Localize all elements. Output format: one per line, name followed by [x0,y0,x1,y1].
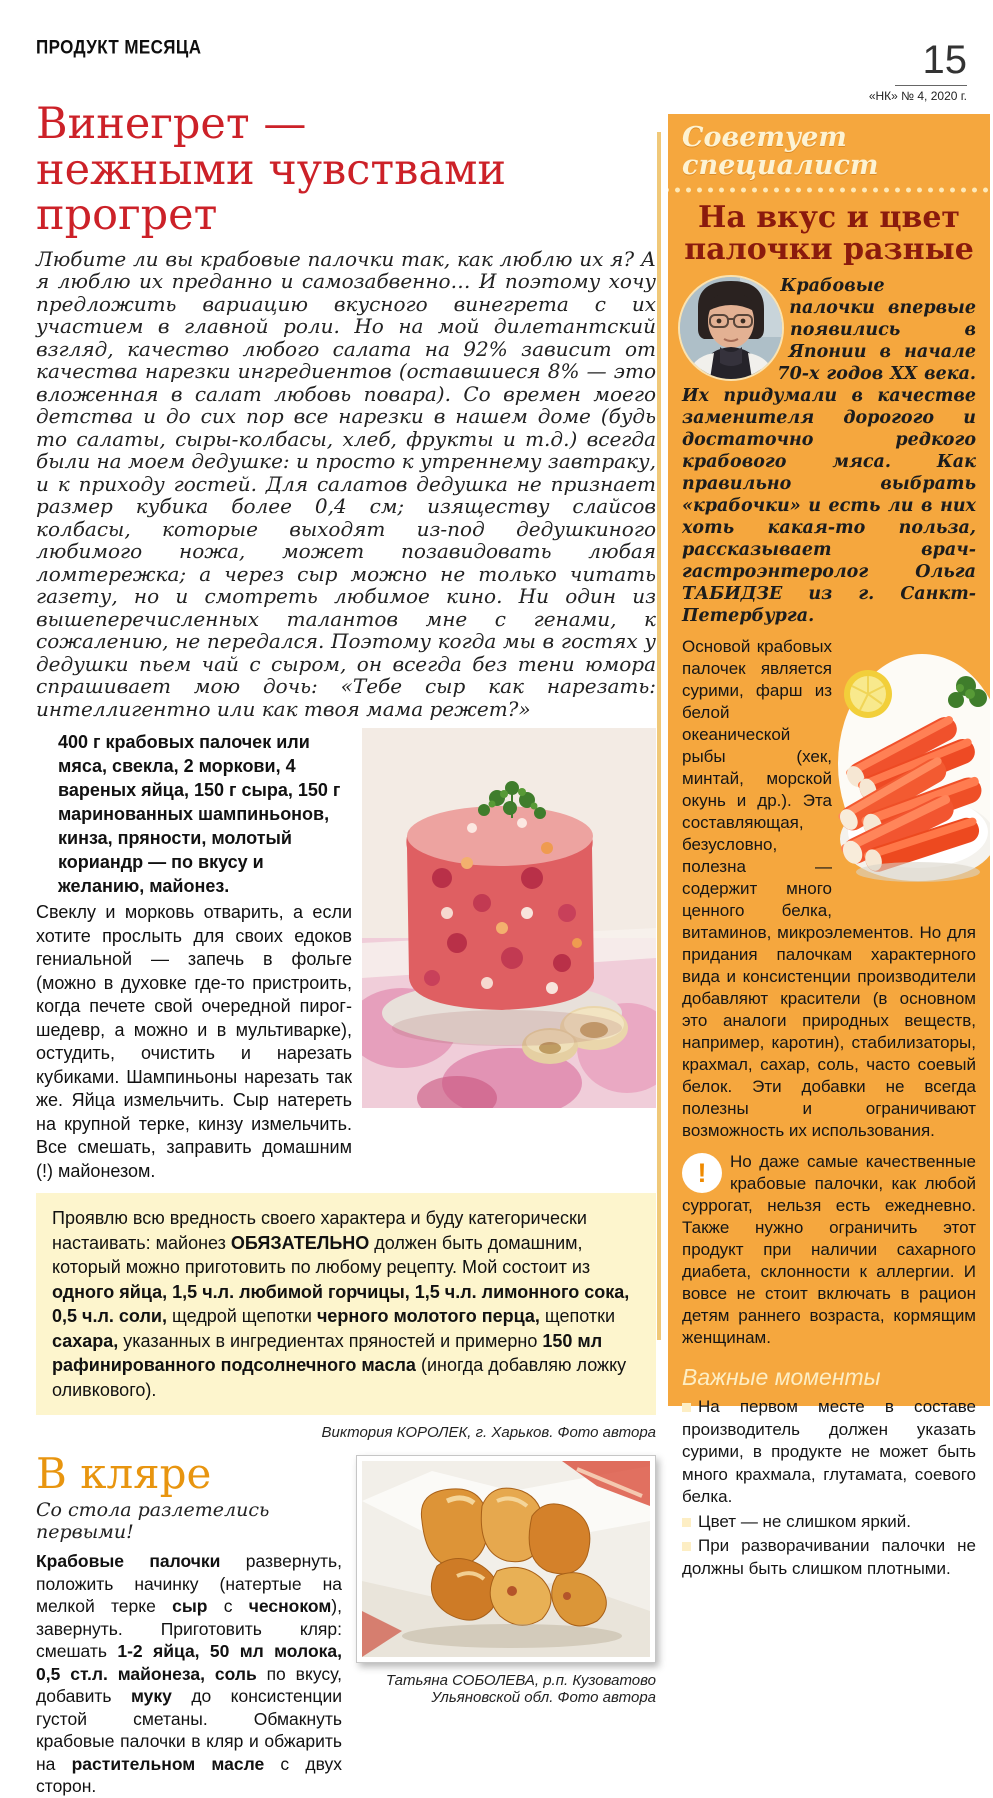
sidebar-title-line2: палочки разные [684,231,974,267]
byline-batter: Татьяна СОБОЛЕВА, р.п. Кузоватово Ульяновской обл. Фото автора [385,1672,656,1707]
key-points-title: Важные моменты [682,1364,881,1391]
batter-photo-column [356,1445,656,1798]
key-point-text: Цвет — не слишком яркий. [698,1511,911,1531]
issue-label: «НК» № 4, 2020 г. [868,89,967,103]
key-point-text: На первом месте в составе производитель должен указать сурими, в продукте не может быть много крахмала, глутамата, соевого белка. [682,1397,976,1507]
mayonnaise-note: Проявлю всю вредность своего характера и буду категорически настаивать: майонез ОБЯЗАТЕЛЬНО должен быть домашним, который можно приготовить по любому рецепту. Мой состоит из одного яйца, 1,5 ч.л. любимой горчицы, 1,5 ч.л. лимонного сока, 0,5 ч.л. соли, щедрой щепотки черного молотого перца, щепотки сахара, указанных в ингредиентах пряностей и примерно 150 мл рафинированного подсолнечного масла (иногда добавляю ложку оливкового). [36,1193,656,1415]
method-text: Свеклу и морковь отварить, а если хотите прослыть для своих едоков гениальной — запечь в фольге (можно в духовке где-то пристроить, когда печете свой очередной пирог-шедевр, а можно и в мультиварке), остудить, очистить и нарезать кубиками. Шампиньоны нарезать так же. Яйца измельчить. Сыр натереть на крупной терке, кинзу измельчить. Все смешать, заправить домашним (!) майонезом. [36,902,352,1181]
sidebar-paragraph-surimi [682,636,976,1142]
sidebar-kicker [682,124,976,179]
byline-vinaigrette: Виктория КОРОЛЕК, г. Харьков. Фото автора [321,1424,656,1442]
meta-rule [895,85,967,86]
sidebar-warning-text: Но даже самые качественные крабовые палочки, как любой суррогат, нельзя есть ежедневно. Также нужно ограничить этот продукт при наличии сахарного диабета, склонности к аллергии. И вовсе не стоит включать в рацион детям раннего возраста, кормящим женщинам. [682,1152,976,1348]
key-point-item [682,1396,976,1509]
sidebar-surimi-text: Основой крабовых палочек является сурими, фарш из белой океанической рыбы (хек, минтай, морской окунь и др.). Эта составляющая, безусловно, полезна — содержит много ценного белка, витаминов, микроэлементов. Но для придания палочкам характерного вида и консистенции производители добавляют красители (в основном это аналоги природных веществ, например, каротин), стабилизаторы, крахмал, сахар, соль, часто соевый белок. Эти добавки не всегда полезны и ограничивают возможность их использования. [682,637,976,1141]
main-column [36,99,656,1798]
batter-columns [36,1445,656,1798]
fried-crab-sticks-photo-frame [356,1455,656,1663]
column-divider [657,132,661,1340]
fried-crab-sticks-photo [362,1461,650,1657]
sidebar-intro [682,275,976,627]
section-label: ПРОДУКТ МЕСЯЦА [36,36,202,58]
specialist-sidebar [668,114,990,1578]
sidebar-title [682,202,976,265]
article-title-line1: Винегрет — [36,99,307,149]
bullet-square-icon [682,1518,691,1527]
article-title-line2: нежными чувствами прогрет [36,144,507,241]
dotted-rule [668,186,990,194]
sidebar-intro-text: Крабовые палочки впервые появились в Японии в начале 70-х годов XX века. Их придумали в качестве заменителя дорогого и достаточно редкого крабового мяса. Как правильно выбрать «крабочки» и есть ли в них хоть какая-то польза, рассказывает врач-гастроэнтеролог Ольга ТАБИДЗЕ из г. Санкт-Петербурга. [682,276,976,627]
recipe-text-column [36,728,352,1183]
batter-text-column [36,1445,342,1798]
batter-method: Крабовые палочки развернуть, положить начинку (натертые на мелкой терке сыр с чесноком), завернуть. Приготовить кляр: смешать 1-2 яйца, 50 мл молока, 0,5 ст.л. майонеза, соль по вкусу, добавить муку до консистенции густой сметаны. Обмакнуть крабовые палочки в кляр и обжарить на растительном масле с двух сторон. [36,1551,342,1797]
batter-title: В кляре [36,1449,212,1499]
ingredients-list: 400 г крабовых палочек или мяса, свекла, 2 моркови, 4 вареных яйца, 150 г сыра, 150 г маринованных шампиньонов, кинза, пряности, молотый кориандр — по вкусу и желанию, майонез. [58,732,341,897]
page-meta [869,40,967,103]
batter-lead: Со стола разлетелись первыми! [36,1499,270,1544]
sidebar-kicker-line2: специалист [682,149,879,181]
bullet-square-icon [682,1403,691,1412]
sidebar-title-line1: На вкус и цвет [697,200,961,236]
crab-sticks-photo [838,634,990,902]
article-title [36,99,656,241]
recipe-columns [36,728,656,1183]
key-point-text: При разворачивании палочки не должны быть слишком плотными. [682,1536,976,1578]
bullet-square-icon [682,1542,691,1551]
exclamation-icon: ! [682,1153,722,1193]
vinaigrette-photo-wrap [362,728,656,1183]
expert-portrait-photo [678,275,784,381]
page-number: 15 [922,38,967,82]
key-point-item [682,1535,976,1580]
end-of-article-icon [956,1561,971,1576]
vinaigrette-photo [362,728,656,1108]
key-point-item [682,1511,976,1534]
sidebar-kicker-line1: Советует [682,122,847,153]
key-points-list [682,1396,976,1580]
sidebar-paragraph-warning [682,1151,976,1349]
article-lead: Любите ли вы крабовые палочки так, как люблю их я? А я люблю их преданно и самозабвенно… И поэтому хочу предложить вариацию вкусного винегрета с их участием в главной роли. Но на мой дилетантский взгляд, качество любого салата на 92% зависит от качества нарезки ингредиентов (оставшиеся 8% — это вложенная в салат любовь повара). Со времен моего детства и до сих пор все нарезки в нашем доме (будь то салаты, сыры-колбасы, хлеб, фрукты и т.д.) всегда были на моем дедушке: и просто к утреннему завтраку, и к приходу гостей. Для салатов дедушка не признает размер кубика более 0,4 см; изяществу слайсов колбасы, которые выходят из-под дедушкиного любимого ножа, может позавидовать любая ломтережка; а через сыр можно не только читать газету, но и смотреть любимое кино. Ни один из вышеперечисленных талантов мне с генами, к сожалению, не передался. Поэтому когда мы в гостях у дедушки пьем чай с сыром, он всегда без тени юмора спрашивает мою дочь: «Тебе сыр как нарезать: интеллигентно или как твоя мама режет?» [36,246,656,721]
